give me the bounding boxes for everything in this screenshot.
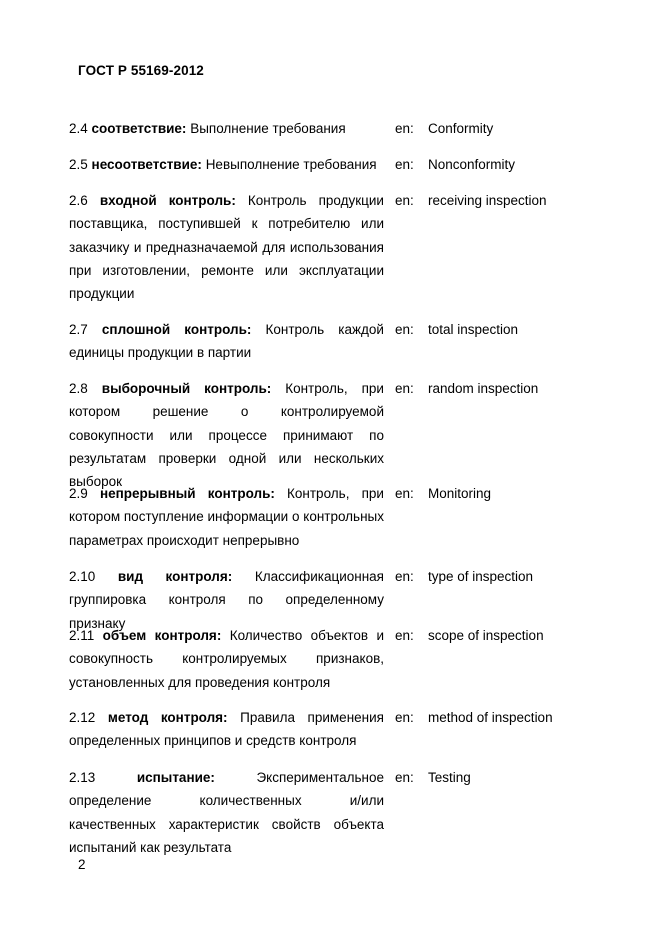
term-definition bbox=[69, 706, 384, 753]
lang-label: en: bbox=[395, 770, 414, 785]
lang-label: en: bbox=[395, 322, 414, 337]
term-english: receiving inspection bbox=[428, 193, 547, 208]
term-definition bbox=[69, 153, 384, 176]
lang-label: en: bbox=[395, 381, 414, 396]
term-number: 2.10 bbox=[69, 569, 96, 584]
lang-label: en: bbox=[395, 710, 414, 725]
term-name: вид контроля: bbox=[117, 569, 233, 584]
term-definition-text: Экспериментальное определение количественных и/или качественных характеристик свойств объекта испытаний как результата bbox=[69, 770, 384, 855]
term-name: испытание: bbox=[136, 770, 215, 785]
term-number: 2.5 bbox=[69, 157, 88, 172]
lang-label: en: bbox=[395, 569, 414, 584]
lang-label: en: bbox=[395, 157, 414, 172]
term-name: метод контроля: bbox=[107, 710, 228, 725]
term-definition-text: Правила применения определенных принципов и средств контроля bbox=[69, 710, 384, 749]
term-english: Nonconformity bbox=[428, 157, 516, 172]
term-number: 2.8 bbox=[69, 381, 88, 396]
term-definition-text: Контроль продукции поставщика, поступившей к потребителю или заказчику и предназначаемой для использования при изготовлении, ремонте или эксплуатации продукции bbox=[69, 193, 384, 302]
term-english: Conformity bbox=[428, 121, 494, 136]
term-definition bbox=[69, 624, 384, 694]
term-name: соответствие: bbox=[91, 121, 187, 136]
term-definition bbox=[69, 482, 384, 552]
term-english: method of inspection bbox=[428, 710, 553, 725]
term-number: 2.12 bbox=[69, 710, 96, 725]
page-number: 2 bbox=[78, 857, 86, 872]
term-definition-text: Невыполнение требования bbox=[205, 157, 377, 172]
term-name: выборочный контроль: bbox=[101, 381, 272, 396]
lang-label: en: bbox=[395, 486, 414, 501]
term-name: входной контроль: bbox=[99, 193, 236, 208]
term-number: 2.13 bbox=[69, 770, 96, 785]
lang-label: en: bbox=[395, 121, 414, 136]
term-name: сплошной контроль: bbox=[101, 322, 252, 337]
term-number: 2.6 bbox=[69, 193, 88, 208]
term-definition bbox=[69, 377, 384, 493]
term-definition-text: Выполнение требования bbox=[190, 121, 346, 136]
lang-label: en: bbox=[395, 628, 414, 643]
term-number: 2.9 bbox=[69, 486, 88, 501]
term-definition-text: Контроль, при котором решение о контролируемой совокупности или процессе принимают по результатам проверки одной или нескольких выборок bbox=[69, 381, 384, 490]
term-definition-text: Количество объектов и совокупность контролируемых признаков, установленных для проведения контроля bbox=[69, 628, 384, 690]
term-english: total inspection bbox=[428, 322, 519, 337]
term-definition bbox=[69, 189, 384, 305]
term-name: непрерывный контроль: bbox=[99, 486, 275, 501]
term-english: Monitoring bbox=[428, 486, 492, 501]
term-english: type of inspection bbox=[428, 569, 534, 584]
term-definition-text: Контроль каждой единицы продукции в партии bbox=[69, 322, 384, 361]
term-name: объем контроля: bbox=[102, 628, 222, 643]
document-header: ГОСТ Р 55169-2012 bbox=[78, 63, 204, 78]
term-number: 2.11 bbox=[69, 628, 95, 643]
term-english: scope of inspection bbox=[428, 628, 544, 643]
term-english: random inspection bbox=[428, 381, 539, 396]
lang-label: en: bbox=[395, 193, 414, 208]
term-definition bbox=[69, 117, 384, 140]
term-number: 2.7 bbox=[69, 322, 88, 337]
term-english: Testing bbox=[428, 770, 471, 785]
term-definition-text: Классификационная группировка контроля по определенному признаку bbox=[69, 569, 384, 631]
term-definition bbox=[69, 318, 384, 365]
term-definition bbox=[69, 766, 384, 859]
term-definition-text: Контроль, при котором поступление информации о контрольных параметрах происходит непрерывно bbox=[69, 486, 384, 548]
term-name: несоответствие: bbox=[91, 157, 202, 172]
term-number: 2.4 bbox=[69, 121, 88, 136]
